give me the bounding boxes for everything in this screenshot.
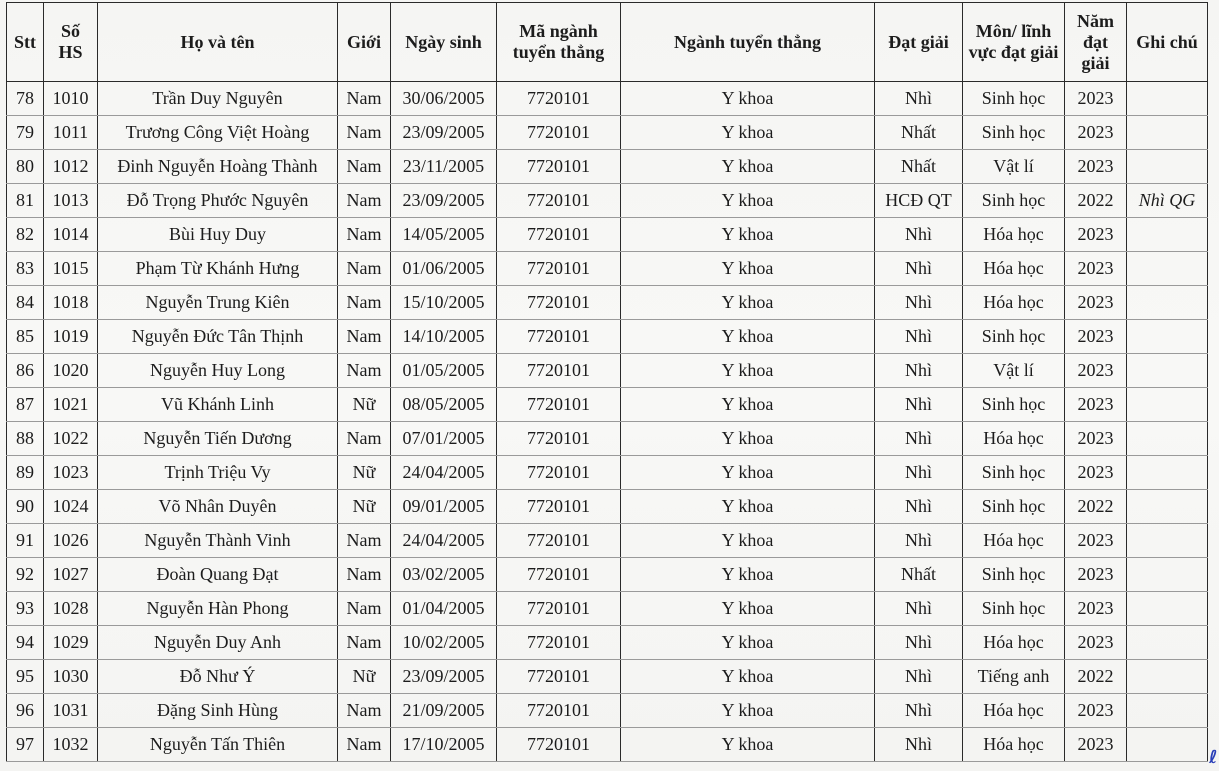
- header-stt: Stt: [7, 3, 44, 82]
- cell-nam: 2022: [1065, 660, 1127, 694]
- cell-stt: 91: [7, 524, 44, 558]
- cell-nam: 2023: [1065, 116, 1127, 150]
- table-row: [7, 558, 1208, 592]
- cell-ho-ten: Đoàn Quang Đạt: [98, 558, 338, 592]
- cell-gioi: Nam: [338, 218, 391, 252]
- cell-dat-giai: Nhất: [875, 558, 963, 592]
- cell-so-hs: 1027: [44, 558, 98, 592]
- cell-ho-ten: Trần Duy Nguyên: [98, 82, 338, 116]
- cell-gioi: Nam: [338, 626, 391, 660]
- cell-dat-giai: Nhì: [875, 728, 963, 762]
- cell-ghi-chu: [1127, 388, 1208, 422]
- cell-ma-nganh: 7720101: [497, 354, 621, 388]
- cell-stt: 95: [7, 660, 44, 694]
- table-row: [7, 218, 1208, 252]
- table-row: [7, 490, 1208, 524]
- cell-ma-nganh: 7720101: [497, 82, 621, 116]
- cell-nam: 2023: [1065, 252, 1127, 286]
- cell-stt: 83: [7, 252, 44, 286]
- cell-gioi: Nam: [338, 524, 391, 558]
- cell-gioi: Nữ: [338, 490, 391, 524]
- cell-gioi: Nam: [338, 354, 391, 388]
- cell-so-hs: 1012: [44, 150, 98, 184]
- cell-dat-giai: Nhì: [875, 694, 963, 728]
- cell-nganh: Y khoa: [621, 184, 875, 218]
- cell-stt: 80: [7, 150, 44, 184]
- table-row: [7, 116, 1208, 150]
- cell-mon: Tiếng anh: [963, 660, 1065, 694]
- cell-nam: 2023: [1065, 320, 1127, 354]
- cell-nganh: Y khoa: [621, 252, 875, 286]
- header-so-hs: Số HS: [44, 3, 98, 82]
- cell-nam: 2023: [1065, 728, 1127, 762]
- cell-ghi-chu: [1127, 660, 1208, 694]
- cell-so-hs: 1029: [44, 626, 98, 660]
- cell-ma-nganh: 7720101: [497, 286, 621, 320]
- cell-dat-giai: Nhì: [875, 626, 963, 660]
- cell-ho-ten: Vũ Khánh Linh: [98, 388, 338, 422]
- table-row: [7, 422, 1208, 456]
- cell-ho-ten: Phạm Từ Khánh Hưng: [98, 252, 338, 286]
- table-row: [7, 184, 1208, 218]
- cell-gioi: Nam: [338, 422, 391, 456]
- cell-nganh: Y khoa: [621, 354, 875, 388]
- cell-so-hs: 1010: [44, 82, 98, 116]
- cell-so-hs: 1023: [44, 456, 98, 490]
- cell-stt: 89: [7, 456, 44, 490]
- cell-ghi-chu: [1127, 116, 1208, 150]
- cell-stt: 81: [7, 184, 44, 218]
- cell-nganh: Y khoa: [621, 592, 875, 626]
- cell-ho-ten: Đỗ Như Ý: [98, 660, 338, 694]
- cell-gioi: Nam: [338, 728, 391, 762]
- cell-ma-nganh: 7720101: [497, 626, 621, 660]
- cell-nganh: Y khoa: [621, 150, 875, 184]
- cell-ho-ten: Trương Công Việt Hoàng: [98, 116, 338, 150]
- cell-nam: 2023: [1065, 592, 1127, 626]
- cell-ma-nganh: 7720101: [497, 660, 621, 694]
- cell-nganh: Y khoa: [621, 456, 875, 490]
- cell-ghi-chu: [1127, 524, 1208, 558]
- cell-ngay-sinh: 24/04/2005: [391, 524, 497, 558]
- table-row: [7, 320, 1208, 354]
- cell-dat-giai: Nhất: [875, 116, 963, 150]
- cell-ngay-sinh: 10/02/2005: [391, 626, 497, 660]
- cell-nganh: Y khoa: [621, 82, 875, 116]
- cell-nam: 2023: [1065, 150, 1127, 184]
- cell-nam: 2023: [1065, 558, 1127, 592]
- cell-mon: Hóa học: [963, 728, 1065, 762]
- cell-dat-giai: Nhì: [875, 354, 963, 388]
- cell-mon: Hóa học: [963, 286, 1065, 320]
- cell-mon: Sinh học: [963, 184, 1065, 218]
- header-ho-ten: Họ và tên: [98, 3, 338, 82]
- cell-mon: Vật lí: [963, 150, 1065, 184]
- cell-dat-giai: HCĐ QT: [875, 184, 963, 218]
- cell-stt: 85: [7, 320, 44, 354]
- cell-ho-ten: Nguyễn Tấn Thiên: [98, 728, 338, 762]
- cell-ho-ten: Đặng Sinh Hùng: [98, 694, 338, 728]
- student-roster-table: [6, 2, 1208, 762]
- cell-ngay-sinh: 23/09/2005: [391, 184, 497, 218]
- cell-dat-giai: Nhì: [875, 388, 963, 422]
- cell-ghi-chu: [1127, 354, 1208, 388]
- cell-dat-giai: Nhì: [875, 592, 963, 626]
- cell-stt: 84: [7, 286, 44, 320]
- cell-nganh: Y khoa: [621, 388, 875, 422]
- cell-ma-nganh: 7720101: [497, 320, 621, 354]
- cell-mon: Sinh học: [963, 320, 1065, 354]
- cell-ma-nganh: 7720101: [497, 184, 621, 218]
- cell-mon: Hóa học: [963, 524, 1065, 558]
- cell-ngay-sinh: 15/10/2005: [391, 286, 497, 320]
- cell-gioi: Nam: [338, 558, 391, 592]
- cell-ho-ten: Nguyễn Huy Long: [98, 354, 338, 388]
- cell-ghi-chu: [1127, 252, 1208, 286]
- cell-ma-nganh: 7720101: [497, 524, 621, 558]
- cell-dat-giai: Nhì: [875, 490, 963, 524]
- cell-nam: 2023: [1065, 354, 1127, 388]
- cell-dat-giai: Nhì: [875, 524, 963, 558]
- cell-ghi-chu: [1127, 558, 1208, 592]
- cell-ngay-sinh: 21/09/2005: [391, 694, 497, 728]
- table-row: [7, 592, 1208, 626]
- cell-gioi: Nam: [338, 320, 391, 354]
- cell-ghi-chu: [1127, 490, 1208, 524]
- cell-ghi-chu: [1127, 592, 1208, 626]
- cell-nam: 2023: [1065, 422, 1127, 456]
- cell-ma-nganh: 7720101: [497, 592, 621, 626]
- cell-ma-nganh: 7720101: [497, 456, 621, 490]
- cell-ho-ten: Nguyễn Trung Kiên: [98, 286, 338, 320]
- cell-so-hs: 1031: [44, 694, 98, 728]
- header-ghi-chu: Ghi chú: [1127, 3, 1208, 82]
- table-row: [7, 150, 1208, 184]
- cell-ho-ten: Bùi Huy Duy: [98, 218, 338, 252]
- cell-ho-ten: Nguyễn Thành Vinh: [98, 524, 338, 558]
- header-ma-nganh: Mã ngành tuyển thẳng: [497, 3, 621, 82]
- cell-so-hs: 1015: [44, 252, 98, 286]
- cell-ho-ten: Nguyễn Đức Tân Thịnh: [98, 320, 338, 354]
- cell-ngay-sinh: 23/11/2005: [391, 150, 497, 184]
- cell-ghi-chu: [1127, 626, 1208, 660]
- cell-ngay-sinh: 14/10/2005: [391, 320, 497, 354]
- cell-ghi-chu: [1127, 82, 1208, 116]
- table-body: [7, 82, 1208, 762]
- cell-gioi: Nam: [338, 252, 391, 286]
- cell-mon: Hóa học: [963, 218, 1065, 252]
- cell-nam: 2023: [1065, 218, 1127, 252]
- cell-nam: 2023: [1065, 286, 1127, 320]
- cell-stt: 87: [7, 388, 44, 422]
- cell-stt: 82: [7, 218, 44, 252]
- cell-ho-ten: Nguyễn Tiến Dương: [98, 422, 338, 456]
- cell-ma-nganh: 7720101: [497, 728, 621, 762]
- cell-ngay-sinh: 07/01/2005: [391, 422, 497, 456]
- cell-so-hs: 1022: [44, 422, 98, 456]
- cell-nganh: Y khoa: [621, 116, 875, 150]
- cell-ngay-sinh: 23/09/2005: [391, 116, 497, 150]
- cell-ghi-chu: [1127, 422, 1208, 456]
- cell-so-hs: 1024: [44, 490, 98, 524]
- cell-gioi: Nam: [338, 592, 391, 626]
- cell-ma-nganh: 7720101: [497, 422, 621, 456]
- header-row: [7, 3, 1208, 82]
- cell-ma-nganh: 7720101: [497, 218, 621, 252]
- cell-ngay-sinh: 01/05/2005: [391, 354, 497, 388]
- cell-nam: 2023: [1065, 626, 1127, 660]
- cell-gioi: Nam: [338, 150, 391, 184]
- cell-ngay-sinh: 23/09/2005: [391, 660, 497, 694]
- cell-ngay-sinh: 09/01/2005: [391, 490, 497, 524]
- cell-nganh: Y khoa: [621, 626, 875, 660]
- cell-ma-nganh: 7720101: [497, 150, 621, 184]
- cell-ghi-chu: [1127, 150, 1208, 184]
- cell-ho-ten: Đinh Nguyễn Hoàng Thành: [98, 150, 338, 184]
- cell-ghi-chu: [1127, 728, 1208, 762]
- cell-so-hs: 1018: [44, 286, 98, 320]
- cell-dat-giai: Nhì: [875, 456, 963, 490]
- cell-ngay-sinh: 08/05/2005: [391, 388, 497, 422]
- cell-stt: 92: [7, 558, 44, 592]
- cell-nam: 2023: [1065, 456, 1127, 490]
- cell-nam: 2023: [1065, 524, 1127, 558]
- cell-stt: 86: [7, 354, 44, 388]
- table-row: [7, 660, 1208, 694]
- cell-stt: 94: [7, 626, 44, 660]
- cell-nam: 2022: [1065, 490, 1127, 524]
- cell-dat-giai: Nhì: [875, 252, 963, 286]
- cell-mon: Sinh học: [963, 490, 1065, 524]
- cell-so-hs: 1030: [44, 660, 98, 694]
- cell-ngay-sinh: 17/10/2005: [391, 728, 497, 762]
- cell-so-hs: 1020: [44, 354, 98, 388]
- cell-ngay-sinh: 03/02/2005: [391, 558, 497, 592]
- cell-ma-nganh: 7720101: [497, 694, 621, 728]
- cell-so-hs: 1028: [44, 592, 98, 626]
- cell-ghi-chu: [1127, 320, 1208, 354]
- cell-so-hs: 1011: [44, 116, 98, 150]
- cell-gioi: Nữ: [338, 388, 391, 422]
- cell-ghi-chu: [1127, 218, 1208, 252]
- cell-mon: Sinh học: [963, 592, 1065, 626]
- cell-nganh: Y khoa: [621, 422, 875, 456]
- header-nam: Năm đạt giải: [1065, 3, 1127, 82]
- cell-ghi-chu: [1127, 456, 1208, 490]
- table-row: [7, 388, 1208, 422]
- cell-stt: 90: [7, 490, 44, 524]
- cell-dat-giai: Nhất: [875, 150, 963, 184]
- header-gioi: Giới: [338, 3, 391, 82]
- cell-mon: Hóa học: [963, 422, 1065, 456]
- cell-nam: 2023: [1065, 388, 1127, 422]
- table-row: [7, 728, 1208, 762]
- cell-stt: 79: [7, 116, 44, 150]
- cell-ho-ten: Đỗ Trọng Phước Nguyên: [98, 184, 338, 218]
- cell-ma-nganh: 7720101: [497, 252, 621, 286]
- table-row: [7, 252, 1208, 286]
- cell-ngay-sinh: 01/06/2005: [391, 252, 497, 286]
- table-row: [7, 456, 1208, 490]
- cell-mon: Hóa học: [963, 252, 1065, 286]
- cell-so-hs: 1021: [44, 388, 98, 422]
- cell-nam: 2023: [1065, 694, 1127, 728]
- cell-ghi-chu: [1127, 286, 1208, 320]
- cell-ghi-chu: Nhì QG: [1127, 184, 1208, 218]
- table-row: [7, 694, 1208, 728]
- cell-nganh: Y khoa: [621, 558, 875, 592]
- cell-ho-ten: Trịnh Triệu Vy: [98, 456, 338, 490]
- cell-so-hs: 1032: [44, 728, 98, 762]
- table-row: [7, 82, 1208, 116]
- cell-so-hs: 1014: [44, 218, 98, 252]
- cell-dat-giai: Nhì: [875, 218, 963, 252]
- table-row: [7, 626, 1208, 660]
- cell-dat-giai: Nhì: [875, 320, 963, 354]
- cell-dat-giai: Nhì: [875, 286, 963, 320]
- cell-ma-nganh: 7720101: [497, 388, 621, 422]
- cell-mon: Vật lí: [963, 354, 1065, 388]
- cell-mon: Sinh học: [963, 116, 1065, 150]
- cell-stt: 97: [7, 728, 44, 762]
- header-dat-giai: Đạt giải: [875, 3, 963, 82]
- cell-nganh: Y khoa: [621, 320, 875, 354]
- table-header: [7, 3, 1208, 82]
- cell-dat-giai: Nhì: [875, 660, 963, 694]
- cell-gioi: Nam: [338, 82, 391, 116]
- cell-ma-nganh: 7720101: [497, 490, 621, 524]
- cell-gioi: Nữ: [338, 456, 391, 490]
- cell-mon: Hóa học: [963, 626, 1065, 660]
- cell-gioi: Nam: [338, 116, 391, 150]
- cell-nganh: Y khoa: [621, 490, 875, 524]
- cell-mon: Sinh học: [963, 456, 1065, 490]
- cell-nganh: Y khoa: [621, 218, 875, 252]
- cell-mon: Sinh học: [963, 82, 1065, 116]
- cell-mon: Sinh học: [963, 558, 1065, 592]
- cell-stt: 96: [7, 694, 44, 728]
- cell-nganh: Y khoa: [621, 524, 875, 558]
- cell-dat-giai: Nhì: [875, 82, 963, 116]
- cell-ghi-chu: [1127, 694, 1208, 728]
- cell-mon: Sinh học: [963, 388, 1065, 422]
- cell-gioi: Nam: [338, 286, 391, 320]
- table-row: [7, 524, 1208, 558]
- cell-nganh: Y khoa: [621, 660, 875, 694]
- cell-ma-nganh: 7720101: [497, 558, 621, 592]
- cell-stt: 88: [7, 422, 44, 456]
- cell-ngay-sinh: 01/04/2005: [391, 592, 497, 626]
- cell-dat-giai: Nhì: [875, 422, 963, 456]
- cell-gioi: Nam: [338, 694, 391, 728]
- cell-stt: 78: [7, 82, 44, 116]
- cell-ngay-sinh: 14/05/2005: [391, 218, 497, 252]
- cell-nganh: Y khoa: [621, 728, 875, 762]
- cell-ma-nganh: 7720101: [497, 116, 621, 150]
- header-mon: Môn/ lĩnh vực đạt giải: [963, 3, 1065, 82]
- cell-gioi: Nữ: [338, 660, 391, 694]
- cell-ngay-sinh: 24/04/2005: [391, 456, 497, 490]
- cell-so-hs: 1026: [44, 524, 98, 558]
- cell-gioi: Nam: [338, 184, 391, 218]
- table-row: [7, 286, 1208, 320]
- header-nganh: Ngành tuyển thẳng: [621, 3, 875, 82]
- ink-mark: ℓ: [1209, 747, 1218, 768]
- header-ngay-sinh: Ngày sinh: [391, 3, 497, 82]
- cell-ho-ten: Nguyễn Duy Anh: [98, 626, 338, 660]
- cell-nam: 2023: [1065, 82, 1127, 116]
- cell-mon: Hóa học: [963, 694, 1065, 728]
- cell-ho-ten: Nguyễn Hàn Phong: [98, 592, 338, 626]
- cell-nam: 2022: [1065, 184, 1127, 218]
- cell-ngay-sinh: 30/06/2005: [391, 82, 497, 116]
- cell-so-hs: 1013: [44, 184, 98, 218]
- cell-nganh: Y khoa: [621, 694, 875, 728]
- table-row: [7, 354, 1208, 388]
- cell-nganh: Y khoa: [621, 286, 875, 320]
- cell-stt: 93: [7, 592, 44, 626]
- cell-so-hs: 1019: [44, 320, 98, 354]
- cell-ho-ten: Võ Nhân Duyên: [98, 490, 338, 524]
